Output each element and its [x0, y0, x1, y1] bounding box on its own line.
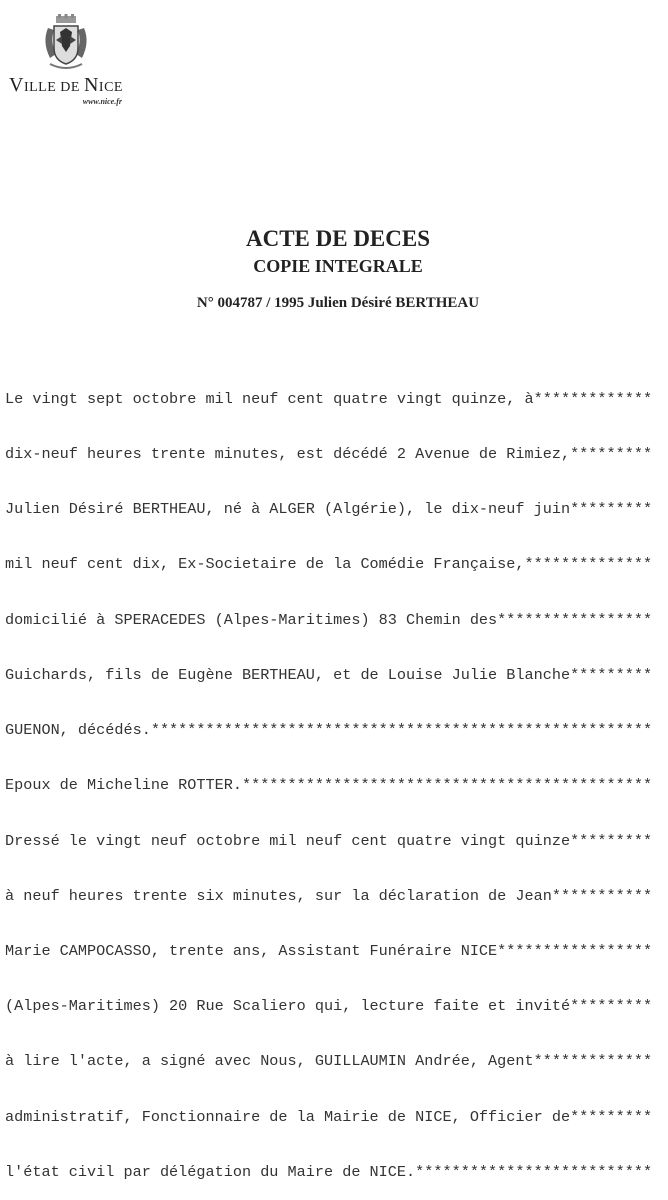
- body-line: Marie CAMPOCASSO, trente ans, Assistant Funéraire NICE*****************: [5, 942, 653, 960]
- body-line: GUENON, décédés.*******************************************************: [5, 721, 653, 740]
- body-line: mil neuf cent dix, Ex-Societaire de la Comédie Française,**************: [5, 555, 653, 574]
- nice-coat-of-arms-icon: [40, 14, 92, 72]
- body-line: domicilié à SPERACEDES (Alpes-Maritimes) 83 Chemin des*****************: [5, 610, 653, 629]
- city-logo: [6, 14, 126, 106]
- body-line: Dressé le vingt neuf octobre mil neuf cent quatre vingt quinze*********: [5, 831, 653, 850]
- body-line: Le vingt sept octobre mil neuf cent quatre vingt quinze, à*************: [5, 389, 653, 408]
- document-body: [5, 353, 652, 1200]
- document-subtitle: COPIE INTEGRALE: [253, 256, 423, 276]
- body-line: Julien Désiré BERTHEAU, né à ALGER (Algérie), le dix-neuf juin*********: [5, 500, 653, 519]
- document-title: ACTE DE DECES: [245, 226, 431, 251]
- city-name: VILLE DE NICE: [9, 74, 123, 96]
- body-line: à lire l'acte, a signé avec Nous, GUILLAUMIN Andrée, Agent*************: [5, 1052, 653, 1071]
- body-line: Guichards, fils de Eugène BERTHEAU, et de Louise Julie Blanche*********: [5, 665, 653, 684]
- body-line: (Alpes-Maritimes) 20 Rue Scaliero qui, lecture faite et invité*********: [5, 997, 653, 1016]
- body-line: dix-neuf heures trente minutes, est décédé 2 Avenue de Rimiez,*********: [5, 445, 653, 464]
- body-line: Epoux de Micheline ROTTER.*********************************************: [5, 776, 653, 795]
- document-reference: N° 004787 / 1995 Julien Désiré BERTHEAU: [196, 295, 480, 311]
- body-line: administratif, Fonctionnaire de la Mairie de NICE, Officier de*********: [5, 1107, 653, 1126]
- body-line: à neuf heures trente six minutes, sur la déclaration de Jean***********: [5, 886, 653, 905]
- city-website: www.nice.fr: [82, 97, 122, 106]
- body-line: l'état civil par délégation du Maire de NICE.**************************: [5, 1162, 653, 1181]
